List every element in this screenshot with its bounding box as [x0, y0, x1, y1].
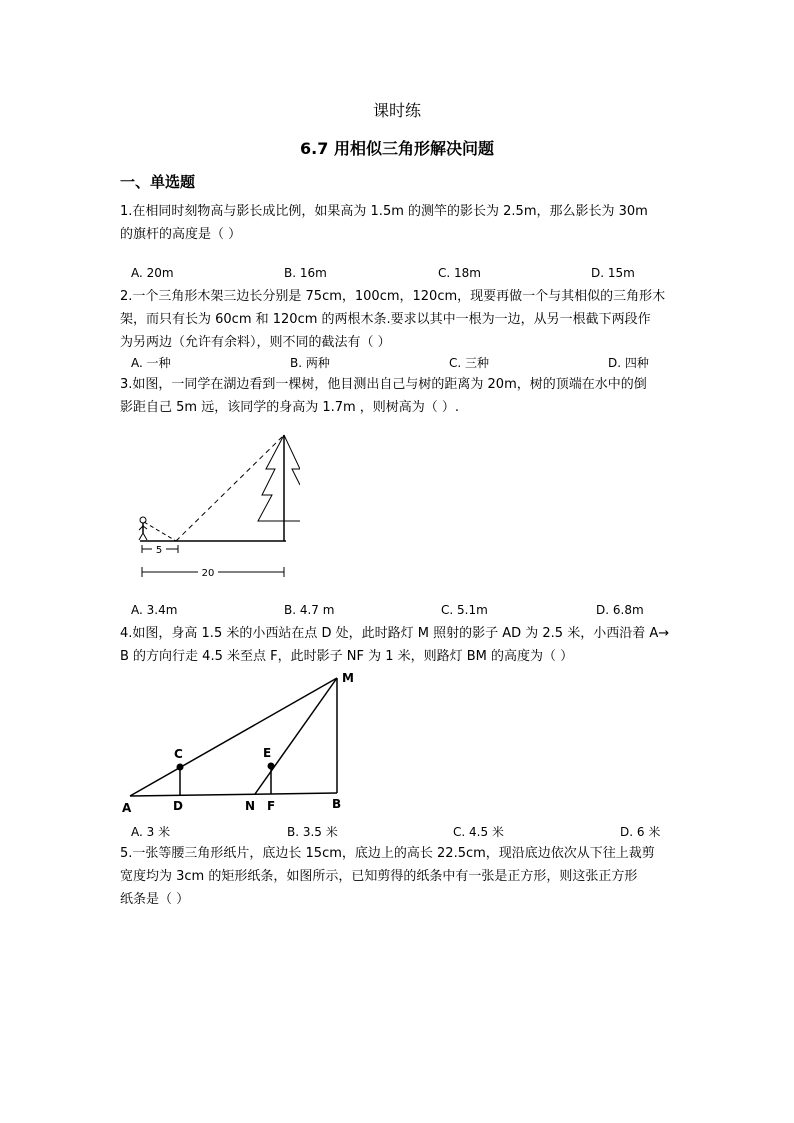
- label-e: E: [263, 746, 272, 760]
- q1-option-b[interactable]: B. 16m: [284, 266, 327, 280]
- tree-outline-right: [284, 435, 300, 485]
- question-5-line-3: 纸条是（ ）: [120, 892, 190, 907]
- q3-option-d[interactable]: D. 6.8m: [596, 603, 644, 617]
- dimension-far-label: 20: [201, 568, 215, 579]
- q4-option-b[interactable]: B. 3.5 米: [287, 825, 338, 839]
- label-m: M: [342, 671, 354, 685]
- label-n: N: [245, 799, 256, 813]
- q3-option-a[interactable]: A. 3.4m: [131, 603, 178, 617]
- question-5-line-2: 宽度均为 3cm 的矩形纸条，如图所示，已知剪得的纸条中有一张是正方形，则这张正方形: [120, 869, 638, 884]
- q3-option-b[interactable]: B. 4.7 m: [284, 603, 335, 617]
- person-figure: [139, 517, 147, 540]
- light-ray-nm: [255, 678, 337, 794]
- question-3: [120, 373, 680, 419]
- q4-option-a[interactable]: A. 3 米: [131, 825, 171, 839]
- point-c-dot: [177, 764, 184, 771]
- question-4-line-1: 4.如图，身高 1.5 米的小西站在点 D 处，此时路灯 M 照射的影子 AD 为 2.5 米，小西沿着 A→: [120, 626, 670, 641]
- question-2-line-1: 2.一个三角形木架三边长分别是 75cm，100cm，120cm，现要再做一个与其相似的三角形木: [120, 289, 666, 304]
- point-e-dot: [268, 763, 275, 770]
- q1-option-a[interactable]: A. 20m: [131, 266, 174, 280]
- q2-option-a[interactable]: A. 一种: [131, 356, 171, 370]
- question-3-line-1: 3.如图，一同学在湖边看到一棵树，他目测出自己与树的距离为 20m，树的顶端在水中的倒: [120, 377, 647, 392]
- q2-option-c[interactable]: C. 三种: [449, 356, 490, 370]
- question-1: [120, 200, 680, 246]
- q3-option-c[interactable]: C. 5.1m: [441, 603, 488, 617]
- label-a: A: [122, 801, 132, 814]
- question-4-line-2: B 的方向行走 4.5 米至点 F，此时影子 NF 为 1 米，则路灯 BM 的高度为（ ）: [120, 649, 574, 664]
- document-subtitle: 6.7 用相似三角形解决问题: [300, 139, 494, 158]
- q4-option-c[interactable]: C. 4.5 米: [453, 825, 504, 839]
- question-1-line-1: 1.在相同时刻物高与影长成比例，如果高为 1.5m 的测竿的影长为 2.5m，那么影长为 30m: [120, 204, 648, 219]
- section-heading: 一、单选题: [120, 173, 196, 191]
- q1-option-d[interactable]: D. 15m: [591, 266, 635, 280]
- question-3-line-2: 影距自己 5m 远，该同学的身高为 1.7m ，则树高为（ ）.: [120, 400, 460, 415]
- tree-reflection-figure: [130, 425, 300, 585]
- question-2-line-3: 为另两边（允许有余料），则不同的截法有（ ）: [120, 335, 391, 350]
- streetlight-figure: [115, 668, 365, 814]
- question-2: [120, 285, 680, 354]
- q2-option-b[interactable]: B. 两种: [290, 356, 330, 370]
- question-2-line-2: 架，而只有长为 60cm 和 120cm 的两根木条.要求以其中一根为一边，从另一根截下两段作: [120, 312, 651, 327]
- question-4: [120, 622, 680, 668]
- label-b: B: [332, 797, 342, 811]
- question-5-line-1: 5.一张等腰三角形纸片，底边长 15cm，底边上的高长 22.5cm，现沿底边依次从下往上裁剪: [120, 846, 655, 861]
- sight-line-eye: [144, 522, 176, 541]
- label-f: F: [267, 799, 276, 813]
- sight-line-tree: [176, 437, 282, 541]
- dimension-near-label: 5: [155, 545, 163, 556]
- tree-outline-left: [258, 435, 300, 521]
- document-title: 课时练: [372, 101, 421, 120]
- label-c: C: [174, 747, 183, 761]
- ground-line: [130, 793, 337, 796]
- q1-option-c[interactable]: C. 18m: [438, 266, 481, 280]
- question-5: [120, 842, 680, 911]
- question-1-line-2: 的旗杆的高度是（ ）: [120, 227, 242, 242]
- light-ray-am: [130, 678, 337, 796]
- q4-option-d[interactable]: D. 6 米: [620, 825, 661, 839]
- label-d: D: [173, 799, 183, 813]
- q2-option-d[interactable]: D. 四种: [608, 356, 649, 370]
